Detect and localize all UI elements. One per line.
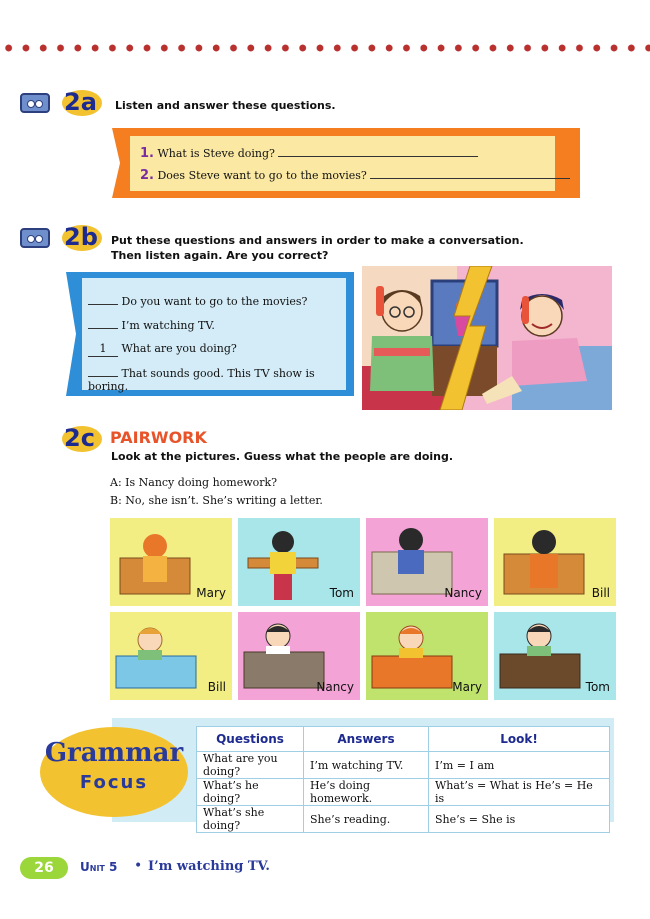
picture-name: Bill <box>591 586 610 600</box>
table-cell: I’m = I am <box>429 752 610 779</box>
table-cell: What’s he doing? <box>197 779 304 806</box>
picture-name: Tom <box>585 680 610 694</box>
table-cell: She’s = She is <box>429 806 610 833</box>
page-number: 26 <box>20 857 68 879</box>
table-cell: What’s she doing? <box>197 806 304 833</box>
unit-title: I’m watching TV. <box>148 859 270 874</box>
dialog-line-a: A: Is Nancy doing homework? <box>110 476 278 489</box>
picture-tom-row2 <box>494 612 616 700</box>
section-number-2b: 2b <box>64 223 98 251</box>
column-header: Look! <box>429 727 610 752</box>
answer-line-2[interactable] <box>370 168 570 179</box>
grammar-table <box>196 726 610 833</box>
instruction-2b-line2: Then listen again. Are you correct? <box>111 249 329 262</box>
picture-tom-row1 <box>238 518 360 606</box>
table-cell: I’m watching TV. <box>304 752 429 779</box>
picture-name: Bill <box>207 680 226 694</box>
picture-bill-row2 <box>110 612 232 700</box>
pairwork-title: PAIRWORK <box>110 428 207 447</box>
order-blank[interactable] <box>88 294 118 305</box>
column-header: Answers <box>304 727 429 752</box>
picture-name: Tom <box>329 586 354 600</box>
picture-name: Nancy <box>316 680 354 694</box>
instruction-2c: Look at the pictures. Guess what the people are doing. <box>111 450 454 463</box>
conversation-line: I’m watching TV. <box>88 318 215 332</box>
grammar-table-header <box>197 727 610 752</box>
grammar-focus-subtitle: Focus <box>79 772 149 793</box>
picture-nancy-row2 <box>238 612 360 700</box>
order-blank[interactable] <box>88 366 118 377</box>
conversation-box-2b <box>66 272 354 396</box>
grammar-focus-title: Grammar <box>44 738 184 768</box>
table-row <box>197 806 610 833</box>
column-header: Questions <box>197 727 304 752</box>
conversation-line: Do you want to go to the movies? <box>88 294 307 308</box>
section-number-2c: 2c <box>64 424 95 452</box>
table-cell: She’s reading. <box>304 806 429 833</box>
picture-bill-row1 <box>494 518 616 606</box>
unit-label: Unit 5 <box>80 860 118 874</box>
picture-mary-row2 <box>366 612 488 700</box>
question-1: 1. What is Steve doing? <box>140 146 478 161</box>
table-row <box>197 779 610 806</box>
picture-name: Mary <box>452 680 482 694</box>
table-cell: What’s = What is He’s = He is <box>429 779 610 806</box>
conversation-line: That sounds good. This TV show is boring. <box>88 367 315 393</box>
cassette-icon[interactable] <box>20 93 50 113</box>
picture-nancy-row1 <box>366 518 488 606</box>
top-dotted-border <box>0 42 650 54</box>
conversation-line: 1 What are you doing? <box>88 342 237 357</box>
order-blank[interactable] <box>88 318 118 329</box>
table-row <box>197 752 610 779</box>
instruction-2b-line1: Put these questions and answers in order to make a conversation. <box>111 234 524 247</box>
picture-mary-row1 <box>110 518 232 606</box>
questions-box-2a <box>112 128 580 198</box>
picture-name: Mary <box>196 586 226 600</box>
picture-name: Nancy <box>444 586 482 600</box>
cassette-icon[interactable] <box>20 228 50 248</box>
question-2: 2. Does Steve want to go to the movies? <box>140 168 570 183</box>
order-blank[interactable]: 1 <box>88 344 118 357</box>
instruction-2a: Listen and answer these questions. <box>115 99 336 112</box>
dialog-line-b: B: No, she isn’t. She’s writing a letter. <box>110 494 323 507</box>
section-number-2a: 2a <box>64 88 97 116</box>
phone-call-illustration <box>362 266 612 410</box>
table-cell: He’s doing homework. <box>304 779 429 806</box>
footer-bullet: • <box>134 858 143 874</box>
table-cell: What are you doing? <box>197 752 304 779</box>
answer-line-1[interactable] <box>278 146 478 157</box>
